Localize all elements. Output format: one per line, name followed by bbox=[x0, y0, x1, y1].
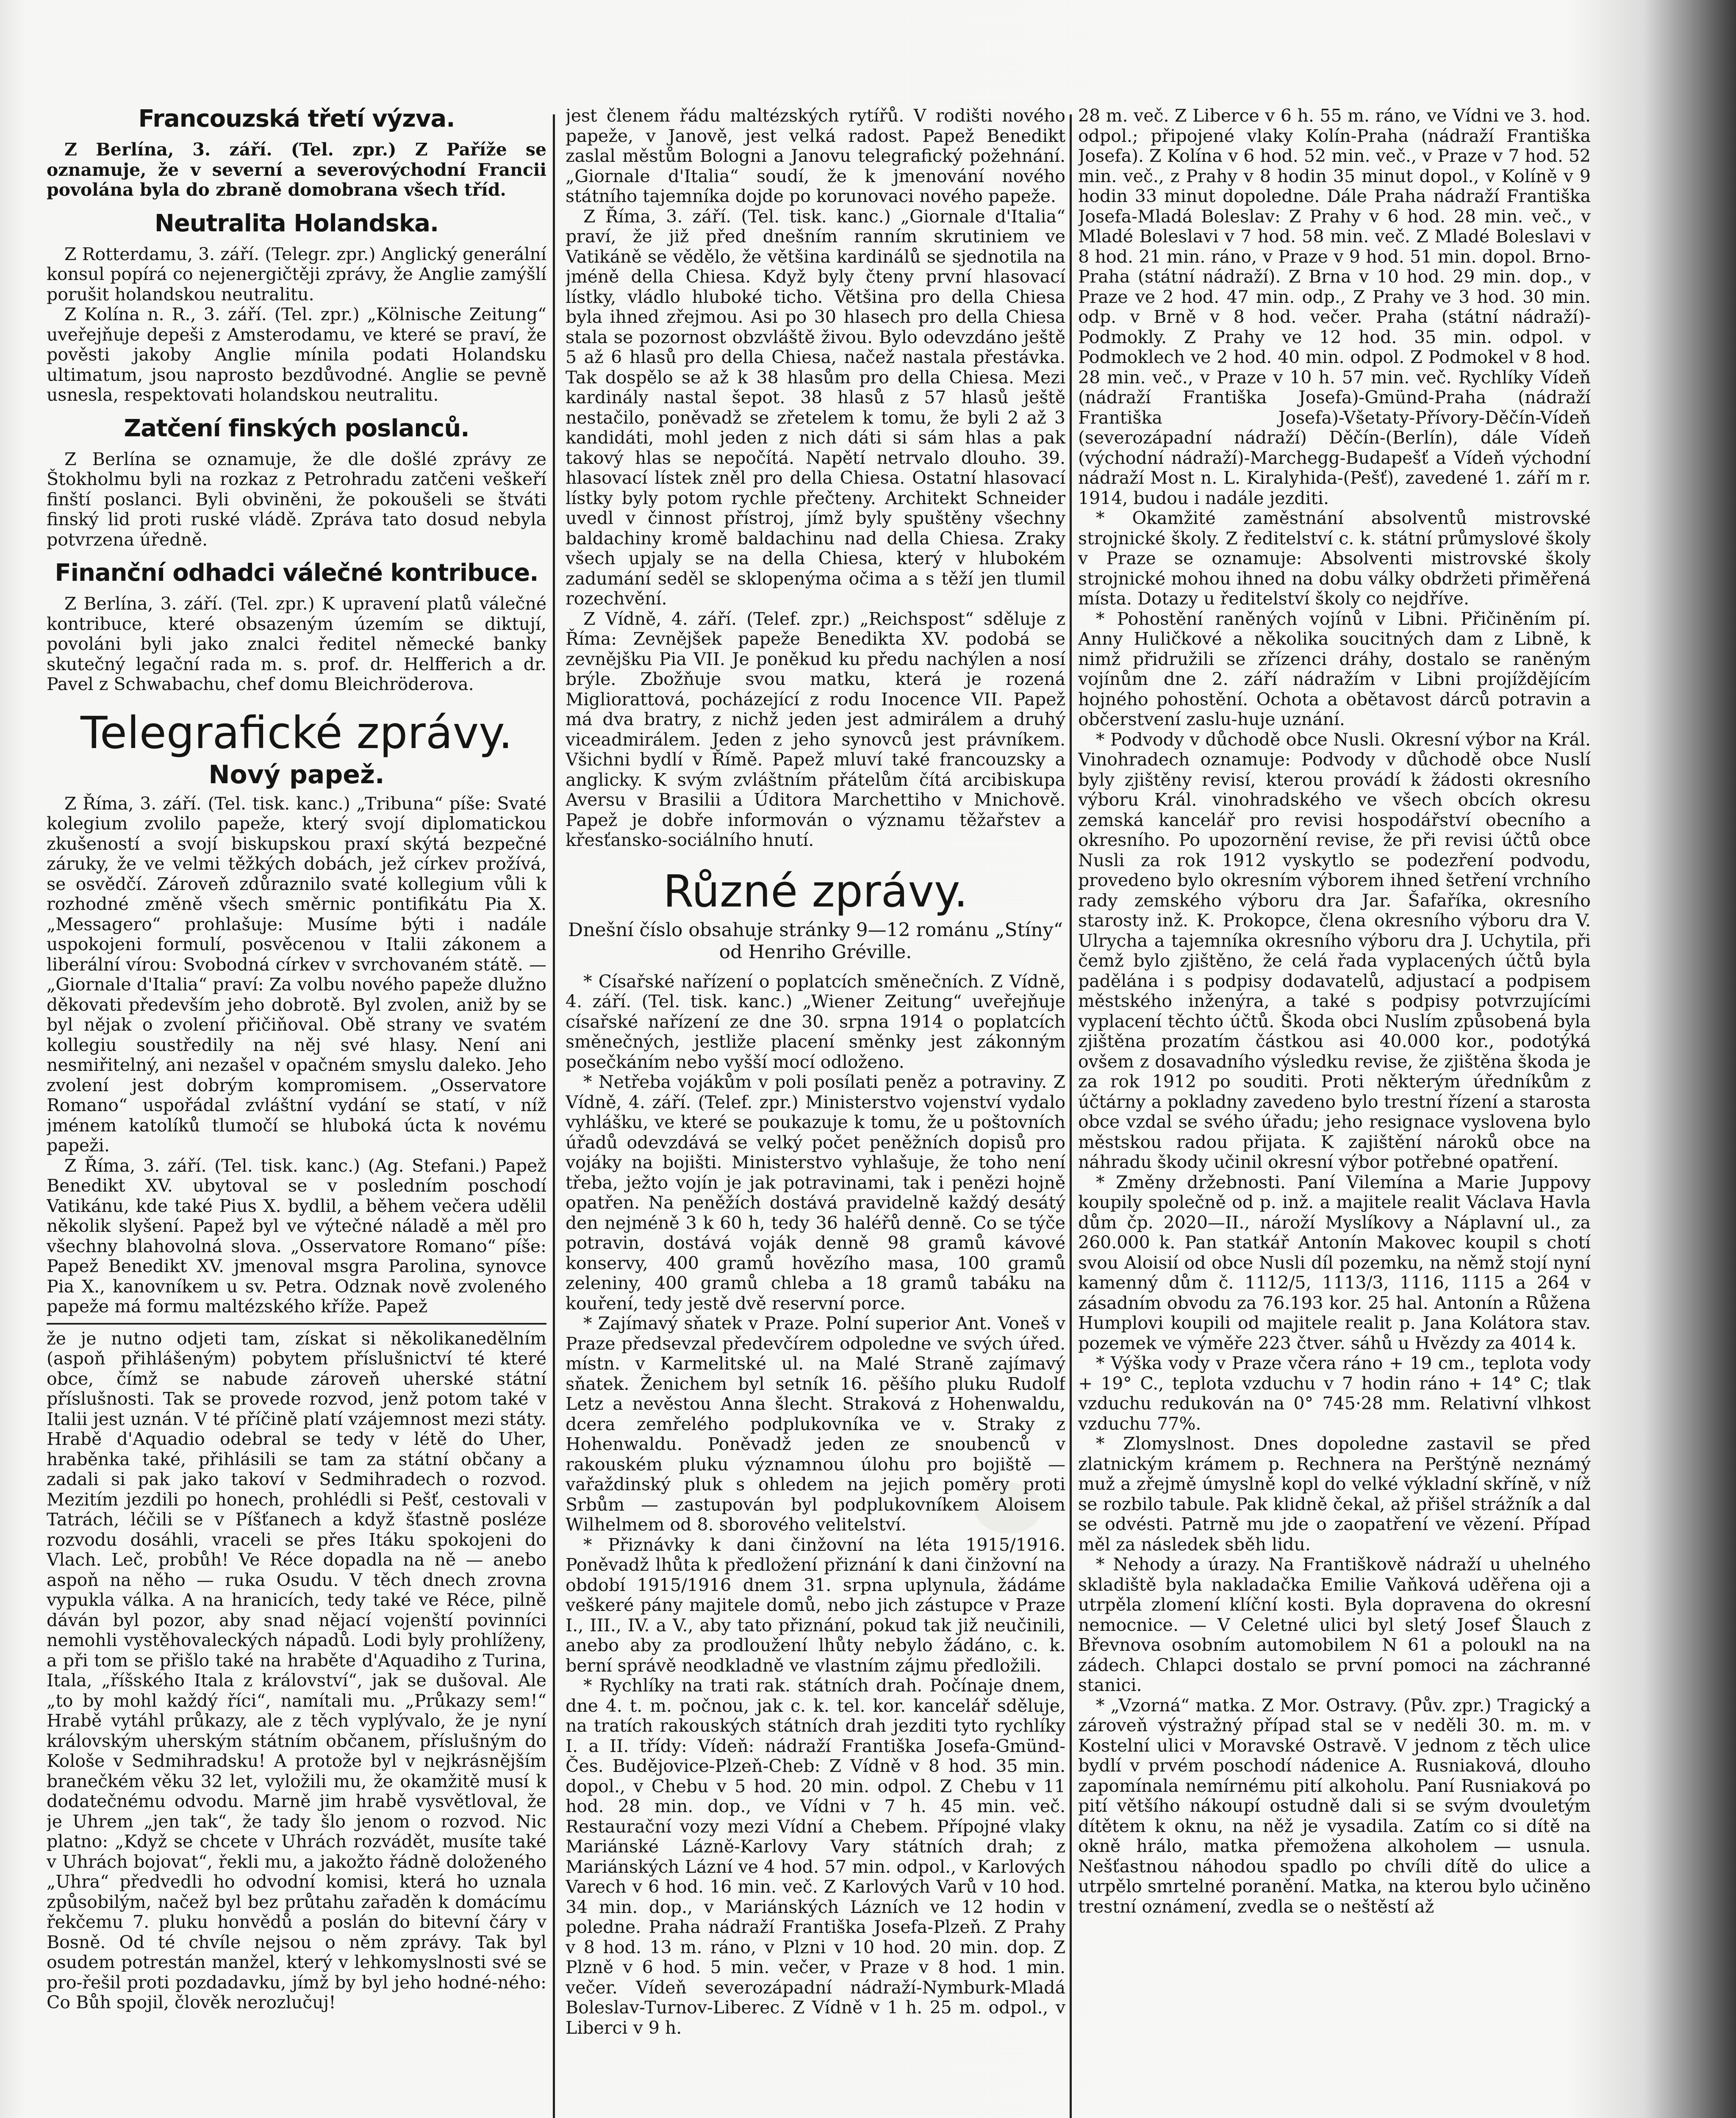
article-rychliky-continued: 28 m. več. Z Liberce v 6 h. 55 m. ráno, ve Vídni ve 3. hod. odpol.; připojené vlaky Kolín-Praha (nádraží Františka Josefa). Z Kolína v 6 hod. 52 min. več., v Praze v 7 hod. 52 min. več., z Prahy v 8 hodin 35 minut dopol., v Kolíně v 9 hodin 33 minut dopoledne. Dále Praha nádraží Františka Josefa-Mladá Boleslav: Z Prahy v 6 hod. 28 min. več., v Mladé Boleslavi v 7 hod. 58 min. več. Z Mladé Boleslavi v 8 hod. 21 min. ráno, v Praze v 9 hod. 51 min. dopol. Brno-Praha (státní nádraží). Z Brna v 10 hod. 29 min. dop., v Praze ve 2 hod. 47 min. odp., Z Prahy ve 3 hod. 30 min. odp. v Brně v 8 hod. večer. Praha (státní nádraží)-Podmokly. Z Prahy ve 12 hod. 35 min. odpol. v Podmoklech ve 2 hod. 40 min. odpol. Z Podmokel v 8 hod. 28 min. več., v Praze v 10 h. 57 min. več. Rychlíky Vídeň (nádraží Františka Josefa)-Gmünd-Praha (nádraží Františka Josefa)-Všetaty-Přívory-Děčín-Vídeň (severozápadní nádraží) Děčín-(Berlín), dále Vídeň (východní nádraží)-Marchegg-Budapešť a Vídeň východní nádraží Most n. L. Kiralyhida-(Pešť), zavedené 1. září m r. 1914, budou i nadále jezditi. bbox=[1078, 106, 1591, 508]
section-title-ruzne: Různé zprávy. bbox=[663, 865, 968, 917]
column-right bbox=[1078, 106, 1591, 2118]
article-zateceni: Z Berlína se oznamuje, že dle došlé zprávy ze Štokholmu byli na rozkaz z Petrohradu zatčeni veškeří finští poslanci. Byli obviněni, že pokoušeli se štváti finský lid proti ruské vládě. Zpráva tato dosud nebyla potvrzena úředně. bbox=[47, 449, 546, 550]
column-middle bbox=[566, 106, 1065, 2118]
headline-neutralita: Neutralita Holandska. bbox=[154, 209, 439, 237]
column-rule bbox=[1070, 114, 1072, 2118]
novel-notice: Dnešní číslo obsahuje stránky 9—12 románu „Stíny“ od Henriho Gréville. bbox=[568, 919, 1063, 963]
article-papez-1: Z Říma, 3. září. (Tel. tisk. kanc.) „Tribuna“ píše: Svaté kolegium zvolilo papeže, který svojí diplomatickou zkušeností a svojí biskupskou praxí skýtá bezpečné záruky, že ve velmi těžkých dobách, jež církev prožívá, se osvědčí. Zároveň zdůraznilo svaté kollegium vůli k rozhodné změně všech směrnic pontifikátu Pia X. „Messagero“ prohlašuje: Musíme býti i nadále uspokojeni formulí, posvěcenou v Italii zákonem a liberální vírou: Svobodná církev v svrchovaném státě. — „Giornale d'Italia“ praví: Za volbu nového papeže dlužno děkovati především jeho dobrotě. Byl zvolen, aniž by se byl nějak o zvolení přičiňoval. Obě strany ve svatém kollegiu soustředily na něj své hlasy. Není ani nesmiřitelný, ani nezašel v opačném smyslu daleko. Jeho zvolení jest dobrým kompromisem. „Osservatore Romano“ uspořádal zvláštní vydání se statí, v níž jménem katolíků tlumočí se hluboká úcta k novému papeži. bbox=[47, 793, 546, 1156]
column-rule bbox=[553, 114, 555, 2118]
article-cisarske: * Císařské nařízení o poplatcích směnečních. Z Vídně, 4. září. (Tel. tisk. kanc.) „Wiener Zeitung“ uveřejňuje císařské nařízení ze dne 30. srpna 1914 o poplatcích směnečných, jestliže placení směnky jest zákonným posečkáním nebo vyšší mocí odloženo. bbox=[566, 971, 1065, 1072]
article-rychliky: * Rychlíky na trati rak. státních drah. Počínaje dnem, dne 4. t. m. počnou, jak c. k. tel. kor. kancelář sděluje, na tratích rakouských státních drah jezditi tyto rychlíky I. a II. třídy: Vídeň: nádraží Františka Josefa-Gmünd-Čes. Budějovice-Plzeň-Cheb: Z Vídně v 8 hod. 35 min. dopol., v Chebu v 5 hod. 20 min. odpol. Z Chebu v 11 hod. 28 min. dop., ve Vídni v 7 h. 45 min. več. Restaurační vozy mezi Vídní a Chebem. Přípojné vlaky Mariánské Lázně-Karlovy Vary státních drah; z Mariánských Lázní ve 4 hod. 57 min. odpol., v Karlových Varech v 6 hod. 16 min. več. Z Karlových Varů v 10 hod. 34 min. dop., v Mariánských Lázních ve 12 hodin v poledne. Praha nádraží Františka Josefa-Plzeň. Z Prahy v 8 hod. 13 m. ráno, v Plzni v 10 hod. 20 min. dop. Z Plzně v 6 hod. 5 min. večer, v Praze v 8 hod. 1 min. večer. Vídeň severozápadní nádraží-Nymburk-Mladá Boleslav-Turnov-Liberec. Z Vídně v 1 h. 25 m. odpol., v Liberci v 9 h. bbox=[566, 1675, 1065, 2038]
article-nehody: * Nehody a úrazy. Na Františkově nádraží u uhelného skladiště byla nakladačka Emilie Vaňková uděřena oji a utrpěla zlomení klíční kosti. Byla dopravena do okresní nemocnice. — V Celetné ulici byl sletý Josef Šlauch z Břevnova osobním automobilem N 61 a poloukl na na zádech. Chlapci dostalo se první pomoci na záchranné stanici. bbox=[1078, 1554, 1591, 1695]
article-papez-2: Z Říma, 3. září. (Tel. tisk. kanc.) (Ag. Stefani.) Papež Benedikt XV. ubytoval se v posledním poschodí Vatikánu, kde také Pius X. bydlil, a během večera udělil několik slyšení. Papež byl ve výtečné náladě a měl pro všechny blahovolná slova. „Osservatore Romano“ píše: Papež Benedikt XV. jmenoval msgra Parolina, synovce Pia X., kanovníkem u sv. Petra. Odznak nově zvoleného papeže má formu maltézského kříže. Papež bbox=[47, 1155, 546, 1317]
article-volba: Z Říma, 3. září. (Tel. tisk. kanc.) „Giornale d'Italia“ praví, že již před dnešním ranním skrutiniem ve Vatikáně se vědělo, že většina kardinálů se sjednotila na jméně della Chiesa. Když byly čteny první hlasovací lístky, vládlo hluboké ticho. Většina pro della Chiesa byla ihned zřejmou. Asi po 30 hlasech pro della Chiesa stala se pozornost obzvláště živou. Bylo odevzdáno ještě 5 až 6 hlasů pro della Chiesa, načež nastala přestávka. Tak dospělo se až k 38 hlasům pro della Chiesa. Mezi kardinály nastal šepot. 38 hlasů z 57 hlasů ještě nestačilo, poněvadž se zřetelem k tomu, že byli 2 až 3 kandidáti, mohl jeden z nich dáti si sám hlas a pak takový hlas se nepočítá. Napětí netrvalo dlouho. 39. hlasovací lístek zněl pro della Chiesa. Ostatní hlasovací lístky byly potom rychle přečteny. Architekt Schneider uvedl v činnost přístroj, jímž byly spuštěny všechny baldachiny kromě baldachinu nad della Chiesa. Zraky všech upjaly se na della Chiesa, který v hlubokém zadumání seděl se sklopenýma očima a s těží jen tlumil rozechvění. bbox=[566, 206, 1065, 609]
article-pohosteni: * Pohostění raněných vojínů v Libni. Přičiněním pí. Anny Huličkové a několika soucitných dam z Libně, k nimž přidružili se zřízenci dráhy, dostalo se raněným vojínům dne 2. září nádražím v Libni projíždějícím hojného pohostění. Ochota a obětavost dárců potravin a občerstvení zaslu-huje uznání. bbox=[1078, 608, 1591, 729]
article-francouzska: Z Berlína, 3. září. (Tel. zpr.) Z Paříže se oznamuje, že v severní a severovýchodní Francii povolána byla do zbraně domobrana všech tříd. bbox=[47, 139, 546, 200]
article-vzorna-matka: * „Vzorná“ matka. Z Mor. Ostravy. (Pův. zpr.) Tragický a zároveň výstražný případ stal se v neděli 30. m. m. v Kostelní ulici v Moravské Ostravě. V jednom z těch ulice bydlí v prvém poschodí nádenice A. Rusniaková, dlouho zapomínala nemírnému pití alkoholu. Paní Rusniaková po pití většího nákoupí ostudně dali si se svým dvouletým dítětem k oknu, na něž je vysadila. Zatím co si dítě na okně hrálo, matka přemožena alkoholem — usnula. Nešťastnou náhodou spadlo po chvíli dítě do ulice a utrpělo smrtelné poranění. Matka, na kterou bylo učiněno trestní oznámení, zvedla se o neštěstí až bbox=[1078, 1695, 1591, 1917]
article-okamzite: * Okamžité zaměstnání absolventů mistrovské strojnické školy. Z ředitelství c. k. státní průmyslové školy v Praze se oznamuje: Absolventi mistrovské školy strojnické mohou ihned na dobu války obdržeti přiměřená místa. Dotazy u ředitelství školy co nejdříve. bbox=[1078, 508, 1591, 609]
section-title-telegraficke: Telegrafické zprávy. bbox=[80, 707, 513, 759]
article-zmeny: * Změny držebnosti. Paní Vilemína a Marie Juppovy koupily společně od p. inž. a majitele realit Václava Havla dům čp. 2020—II., nároží Myslíkovy a Náplavní ul., za 260.000 k. Pan statkář Antonín Makovec koupil s chotí svou Aloisií od obce Nusli díl pozemku, na němž stojí nyní kamenný dům č. 1112/5, 1113/3, 1116, 1115 a 264 v zásadním obvodu za 76.193 kor. 25 hal. Antonín a Růžena Humplovi koupili od majitele realit p. Jana Kolátora stav. pozemek ve výměře 223 čtver. sáhů u Hvězdy za 4014 k. bbox=[1078, 1172, 1591, 1353]
article-rozvod: že je nutno odjeti tam, získat si několikanedělním (aspoň přihlášeným) pobytem příslušnictví té které obce, čímž se nabude zároveň uherské státní příslušnosti. Tak se provede rozvod, jenž potom také v Italii jest uznán. V té příčině platí vzájemnost mezi státy. Hrabě d'Aquadio odebral se tedy v létě do Uher, hraběnka také, přihlásili se tam za státní občany a zadali si pak jako takoví v Sedmihradech o rozvod. Mezitím jezdili po honech, prohlédli si Pešť, cestovali v Tatrách, léčili se v Píšťanech a když šťastně posléze rozvodu dosáhli, vraceli se přes Itáku spokojeni do Vlach. Leč, probůh! Ve Réce dopadla na ně — anebo aspoň na něho — ruka Osudu. V těch dnech zrovna vypukla válka. A na hranicích, tedy také ve Réce, pilně dáván byl pozor, aby snad nějací vojenští povinníci nemohli vystěhovaleckých nápadů. Lodi byly prohlíženy, a při tom se přišlo také na hraběte d'Aquadiho z Turina, Itala, „říšského Itala z království“, jak se dušoval. Ale „to by mohl každý říci“, namítali mu. „Průkazy sem!“ Hrabě vytáhl průkazy, ale z těch vyplývalo, že je nyní královským uherským státním občanem, příslušným do Kološe v Sedmihradsku! A protože byl v nejkrásnějším branečkém věku 32 let, vyložili mu, že okamžitě musí k dodatečnému odvodu. Marně jim hrabě vysvětloval, že je Uhrem „jen tak“, že tady šlo jenom o rozvod. Nic platno: „Když se chcete v Uhrách rozvádět, musíte také v Uhrách bojovat“, řekli mu, a jakožto řádně doloženého „Uhra“ předvedli ho odvodní komisi, která ho uznala způsobilým, načež byl bez průtahu zařaděn k domácímu řekčemu 7. pluku honvědů a poslán do bitevní čáry v Bosně. Od té chvíle nejsou o něm zprávy. Tak byl osudem potrestán manžel, který v lehkomyslnosti své se pro-řešil proti pozdadavku, jímž by byl jeho hodné-ného: Co Bůh spojil, člověk nerozlučuj! bbox=[47, 1328, 546, 2013]
article-neutralita-1: Z Rotterdamu, 3. září. (Telegr. zpr.) Anglický generální konsul popírá co nejenergičtěji zprávy, že Anglie zamýšlí porušit holandskou neutralitu. bbox=[47, 244, 546, 305]
article-zevnejsek: Z Vídně, 4. září. (Telef. zpr.) „Reichspost“ sděluje z Říma: Zevnějšek papeže Benedikta XV. podobá se zevnějšku Pia VII. Je poněkud ku předu nachýlen a nosí brýle. Zbožňuje svou matku, která je rozená Migliorattová, pocházející z rodu Inocence VII. Papež má dva bratry, z nichž jeden jest admirálem a druhý viceadmirálem. Jeden z jeho synovců jest právníkem. Všichni bydlí v Římě. Papež mluví také francouzsky a anglicky. K svým zvláštním přátelům čítá arcibiskupa Aversu v Brasilii a Úditora Marchettiho v Mnichově. Papež je dobře informován o významu těžařstev a křesťansko-sociálního hnutí. bbox=[566, 608, 1065, 850]
headline-zateceni: Zatčení finských poslanců. bbox=[124, 414, 469, 442]
article-zajimavy-snatek: * Zajímavý sňatek v Praze. Polní superior Ant. Voneš v Praze předsevzal předevčírem odpoledne ve svých úřed. místn. v Karmelitské ul. na Malé Straně zajímavý sňatek. Ženichem byl setník 16. pěšího pluku Rudolf Letz a nevěstou Anna šlecht. Straková z Hohenwaldu, dcera zemřelého podplukovníka ve v. Straky z Hohenwaldu. Poněvadž jeden ze snoubenců v rakouském pluku významnou úlohu pro bojiště — vařaždinský pluk s ohledem na jejich poměry proti Srbům — zastupován byl podplukovníkem Aloisem Wilhelmem od 8. sborového velitelství. bbox=[566, 1313, 1065, 1535]
article-papez-continued: jest členem řádu maltézských rytířů. V rodišti nového papeže, v Janově, jest velká radost. Papež Benedikt zaslal městům Bologni a Janovu telegrafický požehnání. „Giornale d'Italia“ soudí, že k jmenování nového státního tajemníka dojde po korunovaci nového papeže. bbox=[566, 106, 1065, 206]
headline-novy-papez: Nový papež. bbox=[208, 760, 385, 790]
article-financni: Z Berlína, 3. září. (Tel. zpr.) K upravení platů válečné kontribuce, které obsazeným územím se diktují, povoláni byli jako znalci ředitel německé banky skutečný legační rada m. s. prof. dr. Helfferich a dr. Pavel z Schwabachu, chef domu Bleichröderova. bbox=[47, 593, 546, 694]
headline-francouzska: Francouzská třetí výzva. bbox=[138, 106, 455, 133]
column-left bbox=[47, 106, 546, 2118]
article-zlomyslnost: * Zlomyslnost. Dnes dopoledne zastavil se před zlatnickým krámem p. Rechnera na Perštýně neznámý muž a zřejmě úmyslně kopl do velké výkladní skříně, v níž se rozbilo tabule. Pak klidně čekal, až přišel strážník a dal se odvésti. Patrně mu jde o zaopatření ve vězení. Případ měl za následek sběh lidu. bbox=[1078, 1433, 1591, 1555]
section-divider bbox=[47, 1323, 546, 1325]
article-netreba: * Netřeba vojákům v poli posílati peněz a potraviny. Z Vídně, 4. září. (Telef. zpr.) Ministerstvo vojenství vydalo vyhlášku, ve které se poukazuje k tomu, že u poštovních úřadů odevzdává se velký počet peněžních dopisů pro vojáky na bojišti. Ministerstvo vyhlašuje, že toho není třeba, ježto vojín je jak potravinami, tak i penězi hojně opatřen. Na peněžích dostává pravidelně každý desátý den nejméně 3 k 60 h, tedy 36 haléřů denně. Co se týče potravin, dostává voják denně 98 gramů kávové konservy, 400 gramů hovězího masa, 100 gramů zeleniny, 400 gramů chleba a 18 gramů tabáku na kouření, tedy jestě dvě reservní porce. bbox=[566, 1072, 1065, 1314]
headline-financni: Finanční odhadci válečné kontribuce. bbox=[55, 559, 538, 587]
article-vyska-vody: * Výška vody v Praze včera ráno + 19 cm., teplota vody + 19° C., teplota vzduchu v 7 hodin ráno + 14° C; tlak vzduchu redukován na 0° 745·28 mm. Relativní vlhkost vzduchu 77%. bbox=[1078, 1353, 1591, 1434]
article-priznavky: * Přiznávky k dani činžovní na léta 1915/1916. Poněvadž lhůta k předložení přiznání k dani činžovní na období 1915/1916 dnem 31. srpna uplynula, žádáme veškeré pány majitele domů, nebo jich zástupce v Praze I., III., IV. a V., aby tato přiznání, pokud tak již neučinili, anebo aby za prodloužení lhůty nebylo žádáno, c. k. berní správě neodkladně ve vlastním zájmu předložili. bbox=[566, 1534, 1065, 1676]
article-podvody: * Podvody v důchodě obce Nusli. Okresní výbor na Král. Vinohradech oznamuje: Podvody v důchodě obce Nuslí byly zjištěny revisí, kterou provádí k žádosti okresního výboru Král. vinohradského ve všech obcích okresu zemská kancelář pro revisi hospodářství obecního a okresního. Po upozornění revise, že při revisi účtů obce Nusli za rok 1912 vyskytlo se podezření podvodu, provedeno bylo okresním výborem ihned šetření vrchního rady zemského výboru dra Jar. Šafaříka, okresního starosty inž. K. Prokopce, člena okresního výboru dra V. Ulrycha a tajemníka okresního výboru dra J. Uchytila, při čemž bylo zjištěno, že celá řada vyplacených účtů byla padělána i s podpisy dodavatelů, adjustací a podpisem městského inženýra, a také s podpisy potvrzujícími vyplacení těchto účtů. Škoda obci Nuslím způsobená byla zjištěna prozatím částkou asi 40.000 kor., podotýká ovšem z dosavadního výsledku revise, že zjištěna škoda je za rok 1912 po souditi. Proti některým úředníkům z účtárny a pokladny zavedeno bylo trestní řízení a starosta obce vzdal se svého úřadu; jeho resignace vyslovena bylo městskou radou přijata. K zajištění nároků obce na náhradu škody učinil okresní výbor potřebné opatření. bbox=[1078, 729, 1591, 1172]
article-neutralita-2: Z Kolína n. R., 3. září. (Tel. zpr.) „Kölnische Zeitung“ uveřejňuje depeši z Amsterodamu, ve které se praví, že pověsti jakoby Anglie mínila podati Holandsku ultimatum, jsou naprosto bezdůvodné. Anglie se pevně usnesla, respektovati holandskou neutralitu. bbox=[47, 304, 546, 405]
